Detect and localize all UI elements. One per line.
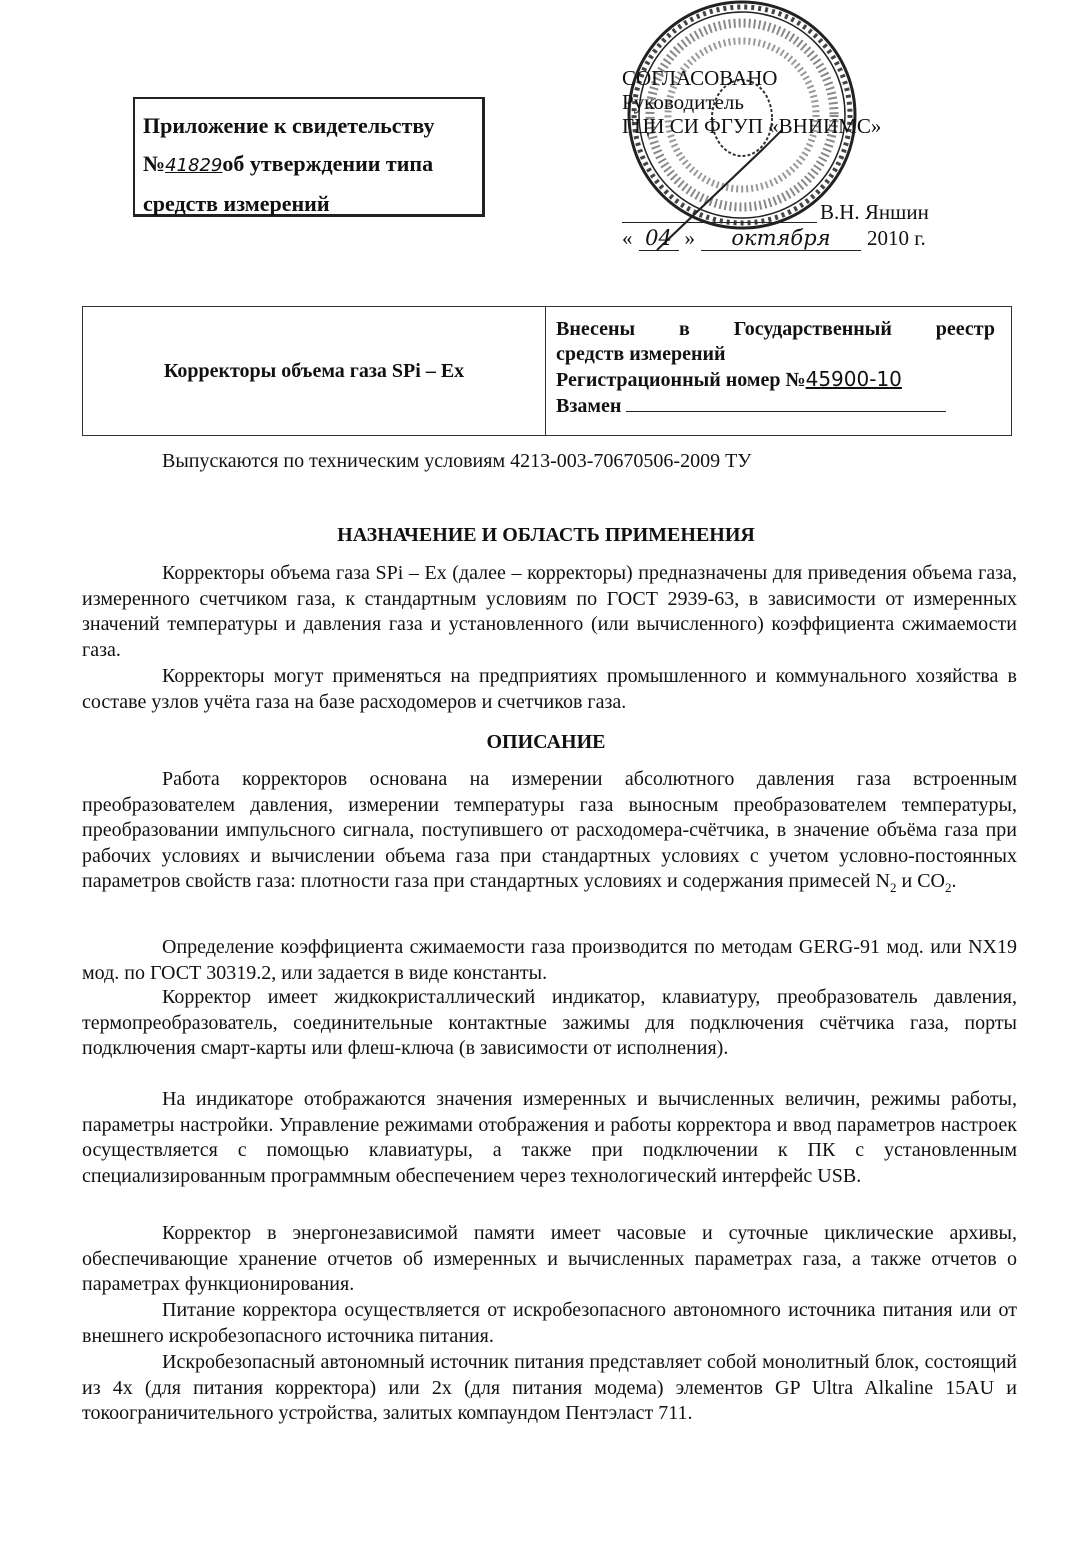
tech-conditions: Выпускаются по техническим условиям 4213-003-70670506-2009 ТУ bbox=[162, 450, 752, 472]
register-number-label: Регистрационный номер № bbox=[556, 369, 806, 391]
date-open-quote: « bbox=[622, 226, 633, 250]
paragraph: Определение коэффициента сжимаемости газа производится по методам GERG-91 мод. или NX19 мод. по ГОСТ 30319.2, или задается в виде константы. bbox=[82, 936, 1017, 984]
number-sign: № bbox=[143, 151, 166, 176]
paragraph-text: . bbox=[951, 870, 957, 892]
approval-date bbox=[622, 226, 926, 251]
word: в bbox=[679, 318, 690, 340]
paragraph: Питание корректора осуществляется от искробезопасного автономного источника питания или от внешнего искробезопасного источника питания. bbox=[82, 1299, 1017, 1347]
approval-title: СОГЛАСОВАНО bbox=[622, 66, 778, 90]
product-name: Корректоры объема газа SPi – Ex bbox=[163, 359, 465, 382]
signature-line bbox=[622, 222, 817, 223]
approval-block bbox=[622, 66, 881, 138]
attachment-line1: Приложение к свидетельству bbox=[143, 113, 435, 138]
paragraph: Искробезопасный автономный источник питания представляет собой монолитный блок, состоящий из 4х (для питания корректора) или 2х (для питания модема) элементов GP Ultra Alkaline 15AU и токоограничительного устройства, залитых компаундом Пентэласт 711. bbox=[82, 1351, 1017, 1424]
paragraph: Корректор имеет жидкокристаллический индикатор, клавиатуру, преобразователь давления, термопреобразователь, соединительные контактные зажимы для подключения счётчика газа, порты подключения смарт-карты или флеш-ключа (в зависимости от исполнения). bbox=[82, 986, 1017, 1059]
word: Государственный bbox=[733, 318, 892, 340]
paragraph: Корректоры могут применяться на предприятиях промышленного и коммунального хозяйства в составе узлов учёта газа на базе расходомеров и счетчиков газа. bbox=[82, 665, 1017, 713]
product-name-cell bbox=[83, 307, 546, 435]
section-heading-purpose: НАЗНАЧЕНИЕ И ОБЛАСТЬ ПРИМЕНЕНИЯ bbox=[337, 524, 755, 546]
attachment-line3: средств измерений bbox=[143, 191, 330, 216]
register-number: 45900-10 bbox=[805, 367, 902, 391]
subscript: 2 bbox=[889, 880, 897, 895]
certificate-number-handwritten: 41829 bbox=[165, 155, 223, 176]
approval-org: ГЦИ СИ ФГУП «ВНИИМС» bbox=[622, 114, 882, 138]
approval-role: Руководитель bbox=[622, 90, 744, 114]
register-line1 bbox=[556, 317, 995, 342]
date-month: октября bbox=[701, 226, 861, 251]
paragraph: Корректоры объема газа SPi – Ex (далее – корректоры) предназначены для приведения объема газа, измеренного счетчиком газа, к стандартным условиям по ГОСТ 2939-63, в зависимости от измеренных значений температуры и давления газа и установленного (или вычисленного) коэффициента сжимаемости газа. bbox=[82, 562, 1017, 661]
word: реестр bbox=[935, 318, 995, 340]
signer-name: В.Н. Яншин bbox=[820, 200, 929, 224]
register-line2: средств измерений bbox=[556, 343, 726, 365]
date-close-quote: » bbox=[684, 226, 695, 250]
attachment-box bbox=[133, 97, 485, 217]
replace-blank bbox=[626, 393, 946, 412]
register-number-row bbox=[556, 367, 995, 393]
paragraph-text: Работа корректоров основана на измерении абсолютного давления газа встроенным преобразователем давления, измерении температуры газа выносным преобразователем температуры, преобразовании импульсного сигнала, поступившего от расходомера-счётчика, в значение объёма газа при рабочих условиях и вычислении объема газа при стандартных условиях с учетом условно-постоянных параметров свойств газа: плотности газа при стандартных условиях и содержания примесей N bbox=[82, 768, 1017, 892]
attachment-line2 bbox=[143, 145, 482, 185]
register-info-cell bbox=[546, 307, 1011, 435]
date-day: 04 bbox=[639, 226, 679, 251]
paragraph: Корректор в энергонезависимой памяти имеет часовые и суточные циклические архивы, обеспечивающие хранение отчетов об измеренных и вычисленных параметрах газа, а также отчетов о параметрах функционирования. bbox=[82, 1222, 1017, 1295]
paragraph bbox=[82, 767, 1017, 901]
date-year: 2010 г. bbox=[867, 226, 926, 250]
register-table bbox=[82, 306, 1012, 436]
attachment-line2-suffix: об утверждении типа bbox=[222, 151, 434, 176]
subscript: 2 bbox=[944, 880, 952, 895]
replace-label: Взамен bbox=[556, 395, 622, 417]
word: Внесены bbox=[556, 318, 636, 340]
paragraph-text: и CO bbox=[896, 870, 945, 892]
paragraph: На индикаторе отображаются значения измеренных и вычисленных величин, режимы работы, параметры настройки. Управление режимами отображения и работы корректора и ввод параметров настроек осуществляется с помощью клавиатуры, а также при подключении к ПК с установленным специализированным программным обеспечением через технологический интерфейс USB. bbox=[82, 1088, 1017, 1187]
section-heading-description: ОПИСАНИЕ bbox=[486, 731, 606, 753]
replace-row bbox=[556, 393, 995, 419]
